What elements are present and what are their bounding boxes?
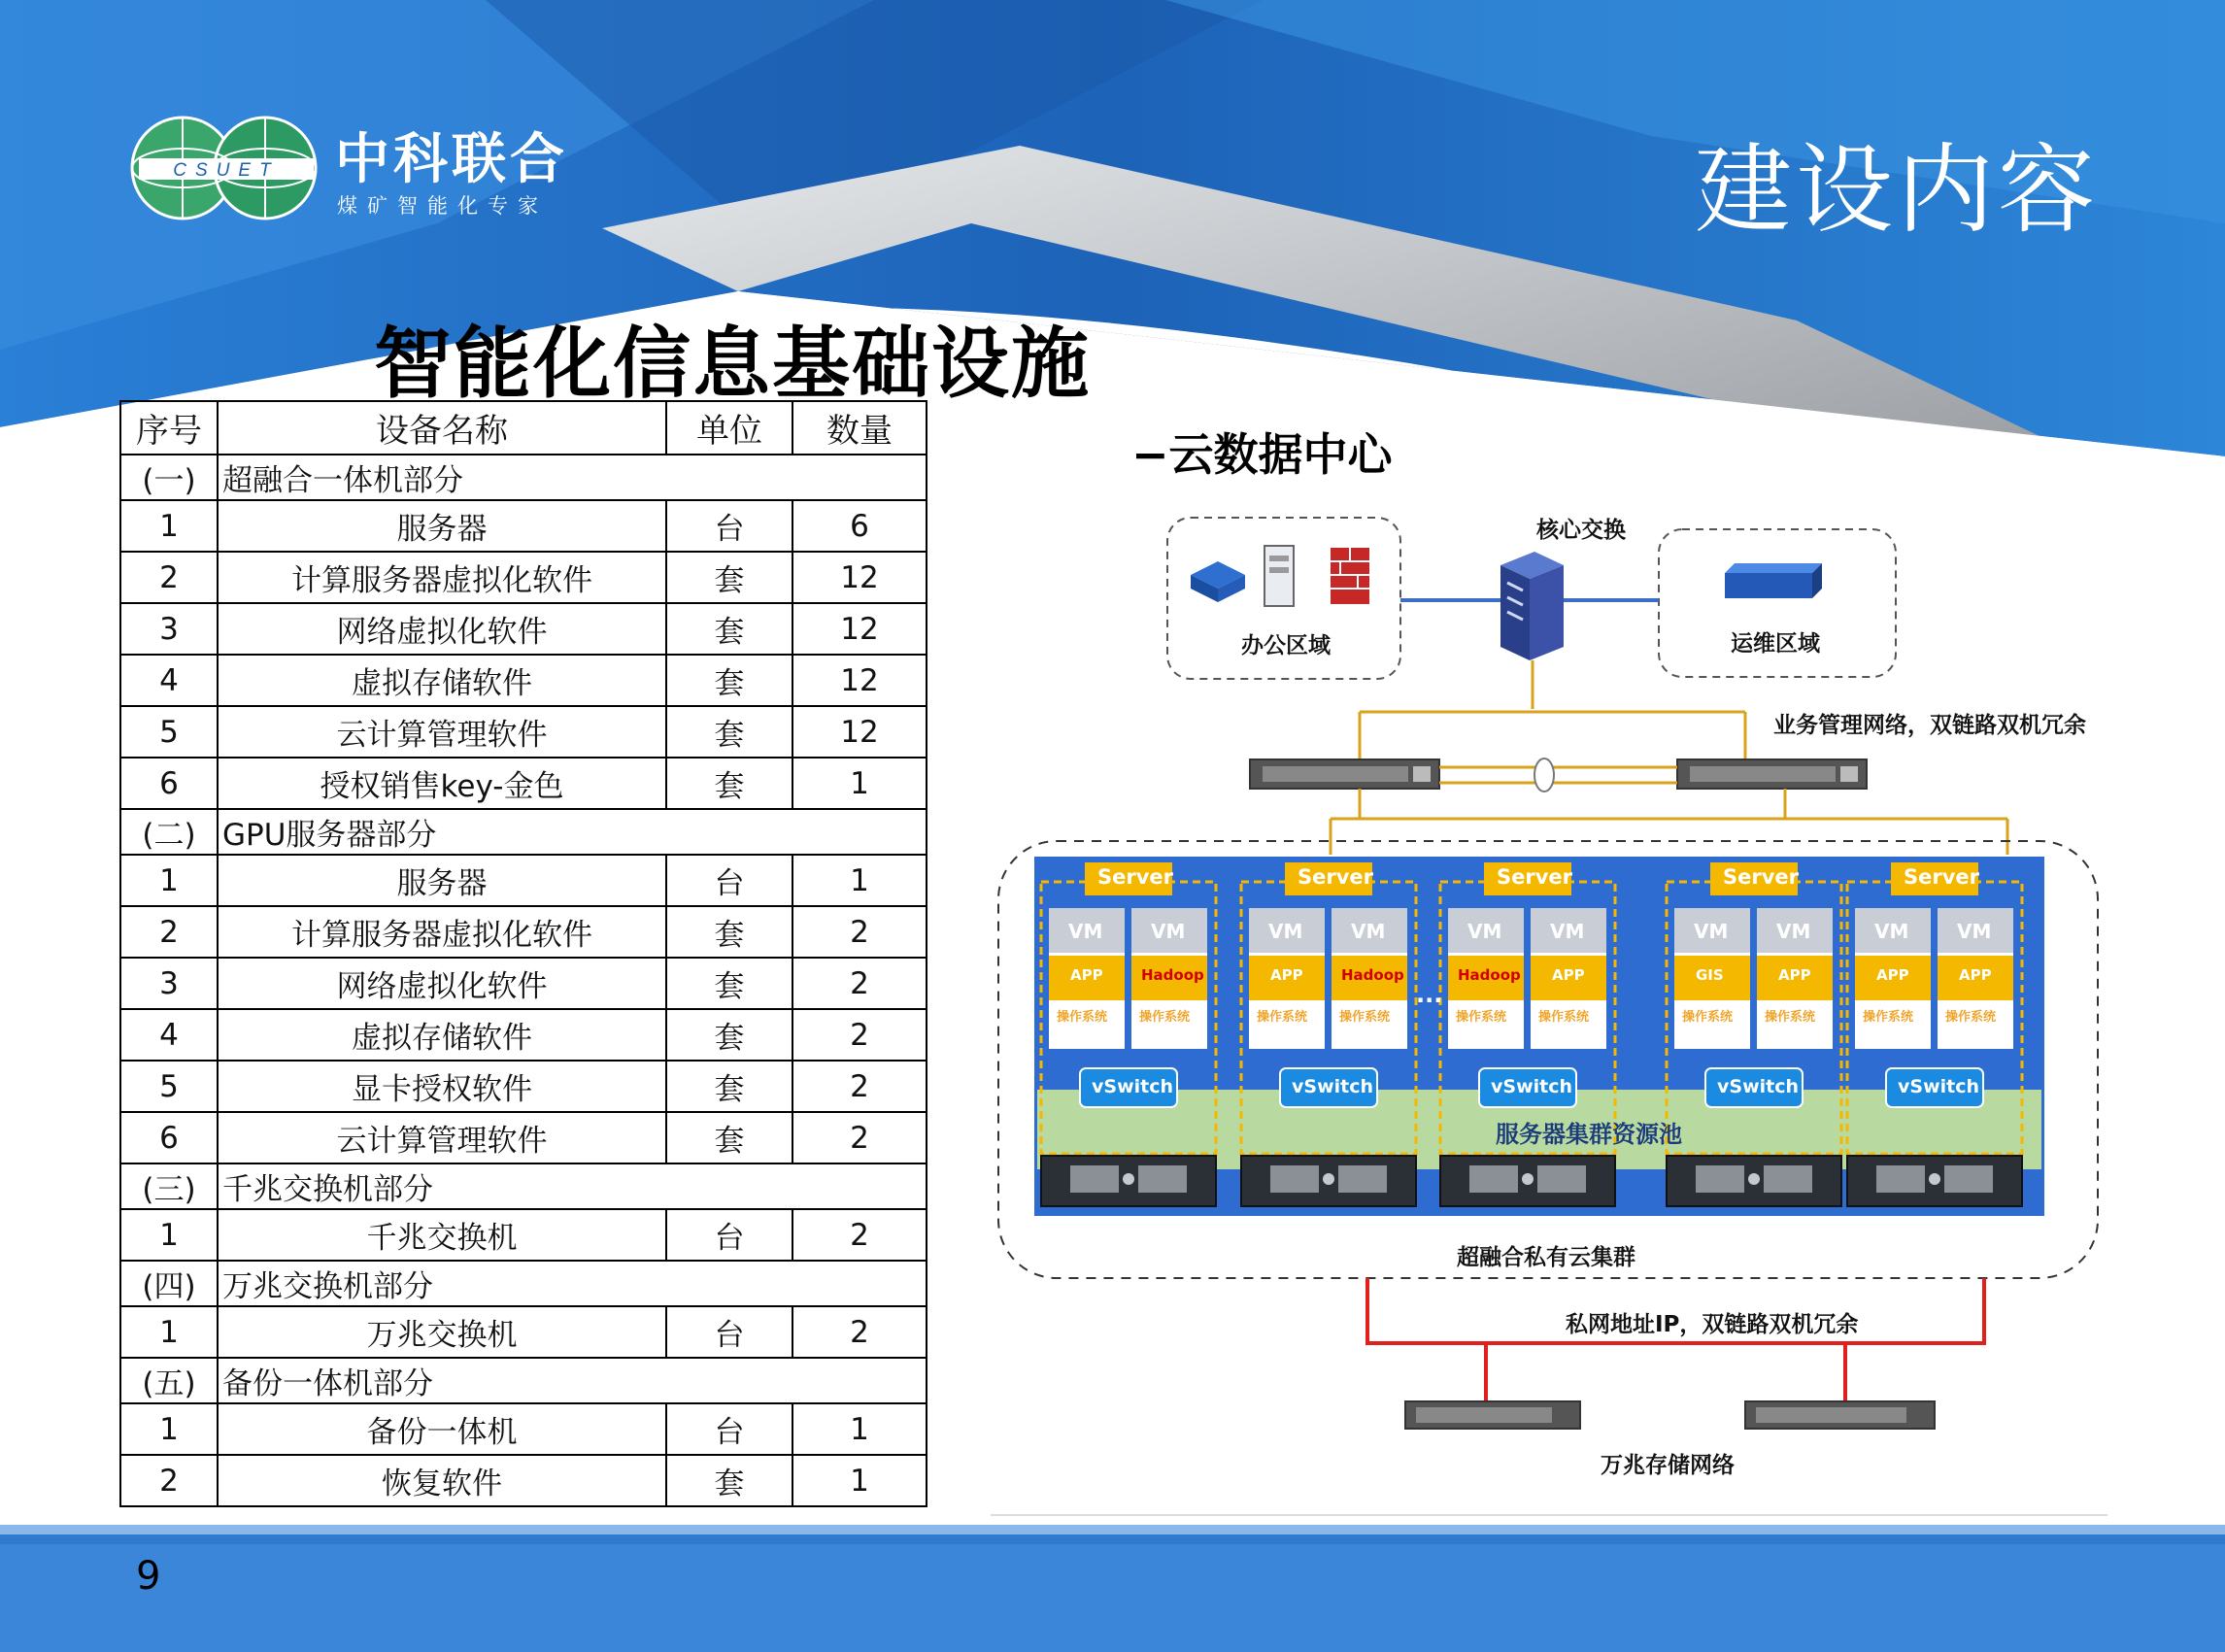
row-qty: 6 <box>792 500 927 552</box>
row-qty: 12 <box>792 655 927 706</box>
row-index: 4 <box>120 1009 218 1061</box>
row-index: 5 <box>120 706 218 758</box>
row-qty: 2 <box>792 1306 927 1358</box>
app-label: APP <box>1778 966 1811 984</box>
vm-label: VM <box>1268 920 1303 943</box>
vm-label: VM <box>1550 920 1585 943</box>
row-unit: 套 <box>666 958 792 1009</box>
header-title: 建设内容 <box>1695 133 2099 247</box>
row-index: 2 <box>120 1455 218 1506</box>
row-qty: 1 <box>792 1403 927 1455</box>
row-name: 授权销售key-金色 <box>218 758 666 809</box>
row-name: 云计算管理软件 <box>218 1112 666 1163</box>
private-ip-label: 私网地址IP，双链路双机冗余 <box>1566 1312 1859 1337</box>
row-index: 4 <box>120 655 218 706</box>
row-name: 服务器 <box>218 500 666 552</box>
drive-bay <box>1876 1165 1925 1193</box>
cluster-label: 超融合私有云集群 <box>1457 1245 1635 1270</box>
server-tower-icon <box>1264 546 1294 606</box>
os-label: 操作系统 <box>1139 1010 1191 1025</box>
biz-network-label: 业务管理网络，双链路双机冗余 <box>1773 713 2086 738</box>
section-id: (五) <box>120 1358 218 1403</box>
row-unit: 台 <box>666 1403 792 1455</box>
ops-zone-label: 运维区域 <box>1731 631 1820 657</box>
section-title: 千兆交换机部分 <box>218 1163 927 1209</box>
os-label: 操作系统 <box>1057 1010 1108 1025</box>
row-index: 3 <box>120 603 218 655</box>
row-index: 1 <box>120 1209 218 1261</box>
section-title: 超融合一体机部分 <box>218 455 927 500</box>
row-unit: 台 <box>666 855 792 906</box>
header-unit: 单位 <box>666 401 792 455</box>
power-button <box>1929 1173 1940 1185</box>
vswitch-label: vSwitch <box>1292 1076 1374 1097</box>
vm-label: VM <box>1351 920 1386 943</box>
vm-label: VM <box>1467 920 1502 943</box>
power-button <box>1123 1173 1134 1185</box>
row-qty: 2 <box>792 958 927 1009</box>
power-button <box>1522 1173 1534 1185</box>
row-qty: 1 <box>792 758 927 809</box>
section-title: GPU服务器部分 <box>218 809 927 855</box>
row-name: 恢复软件 <box>218 1455 666 1506</box>
app-label: GIS <box>1696 966 1724 984</box>
row-name: 计算服务器虚拟化软件 <box>218 552 666 603</box>
app-label: Hadoop <box>1458 966 1521 984</box>
row-index: 1 <box>120 500 218 552</box>
row-unit: 套 <box>666 1112 792 1163</box>
app-label: APP <box>1959 966 1992 984</box>
section-id: (四) <box>120 1261 218 1306</box>
server-label: Server <box>1097 865 1174 889</box>
resource-pool-label: 服务器集群资源池 <box>1496 1121 1682 1148</box>
drive-bay <box>1070 1165 1119 1193</box>
os-label: 操作系统 <box>1765 1010 1816 1025</box>
os-label: 操作系统 <box>1339 1010 1391 1025</box>
vswitch-label: vSwitch <box>1898 1076 1980 1097</box>
vm-label: VM <box>1151 920 1186 943</box>
row-index: 3 <box>120 958 218 1009</box>
row-name: 备份一体机 <box>218 1403 666 1455</box>
section-id: (二) <box>120 809 218 855</box>
diagram-subtitle: −云数据中心 <box>1131 428 1393 481</box>
vm-label: VM <box>1957 920 1992 943</box>
logo-slogan: 煤矿智能化专家 <box>337 194 548 218</box>
core-switch-label: 核心交换 <box>1536 518 1626 543</box>
row-unit: 套 <box>666 706 792 758</box>
ops-device-icon <box>1725 563 1822 598</box>
row-name: 计算服务器虚拟化软件 <box>218 906 666 958</box>
power-button <box>1748 1173 1760 1185</box>
section-id: (三) <box>120 1163 218 1209</box>
row-index: 6 <box>120 1112 218 1163</box>
row-unit: 套 <box>666 603 792 655</box>
row-unit: 台 <box>666 500 792 552</box>
header-name: 设备名称 <box>218 401 666 455</box>
row-index: 5 <box>120 1061 218 1112</box>
row-unit: 台 <box>666 1306 792 1358</box>
server-label: Server <box>1497 865 1573 889</box>
ellipsis-label: ... <box>1416 981 1443 1008</box>
header-index: 序号 <box>120 401 218 455</box>
logo-letters: CSUET <box>173 160 280 181</box>
row-qty: 1 <box>792 1455 927 1506</box>
router-icon <box>1191 561 1245 602</box>
app-label: Hadoop <box>1341 966 1404 984</box>
row-name: 网络虚拟化软件 <box>218 958 666 1009</box>
row-index: 2 <box>120 906 218 958</box>
app-label: APP <box>1270 966 1303 984</box>
row-name: 服务器 <box>218 855 666 906</box>
app-label: APP <box>1070 966 1103 984</box>
drive-bay <box>1270 1165 1319 1193</box>
core-switch-icon <box>1500 552 1564 660</box>
office-zone-label: 办公区域 <box>1241 633 1331 658</box>
row-qty: 12 <box>792 552 927 603</box>
row-index: 1 <box>120 855 218 906</box>
header-qty: 数量 <box>792 401 927 455</box>
os-label: 操作系统 <box>1456 1010 1507 1025</box>
firewall-icon <box>1331 548 1369 604</box>
power-button <box>1323 1173 1334 1185</box>
row-name: 显卡授权软件 <box>218 1061 666 1112</box>
row-qty: 12 <box>792 706 927 758</box>
row-unit: 套 <box>666 1455 792 1506</box>
section-id: (一) <box>120 455 218 500</box>
app-label: APP <box>1552 966 1585 984</box>
agg-switch-right <box>1677 759 1867 789</box>
drive-bay <box>1537 1165 1586 1193</box>
section-title: 万兆交换机部分 <box>218 1261 927 1306</box>
vm-label: VM <box>1694 920 1729 943</box>
vm-label: VM <box>1874 920 1909 943</box>
row-unit: 套 <box>666 655 792 706</box>
drive-bay <box>1944 1165 1993 1193</box>
server-label: Server <box>1904 865 1980 889</box>
row-unit: 台 <box>666 1209 792 1261</box>
row-name: 云计算管理软件 <box>218 706 666 758</box>
row-unit: 套 <box>666 1061 792 1112</box>
vm-label: VM <box>1068 920 1103 943</box>
page-number: 9 <box>136 1554 161 1599</box>
drive-bay <box>1764 1165 1812 1193</box>
row-unit: 套 <box>666 1009 792 1061</box>
drive-bay <box>1696 1165 1744 1193</box>
agg-switch-left <box>1250 759 1439 789</box>
row-qty: 2 <box>792 1112 927 1163</box>
vswitch-label: vSwitch <box>1092 1076 1174 1097</box>
row-qty: 1 <box>792 855 927 906</box>
row-index: 1 <box>120 1403 218 1455</box>
row-unit: 套 <box>666 906 792 958</box>
row-name: 网络虚拟化软件 <box>218 603 666 655</box>
row-index: 2 <box>120 552 218 603</box>
os-label: 操作系统 <box>1945 1010 1997 1025</box>
logo-company-name: 中科联合 <box>335 128 568 191</box>
app-label: APP <box>1876 966 1909 984</box>
row-index: 6 <box>120 758 218 809</box>
vswitch-label: vSwitch <box>1717 1076 1800 1097</box>
row-name: 虚拟存储软件 <box>218 655 666 706</box>
os-label: 操作系统 <box>1682 1010 1734 1025</box>
os-label: 操作系统 <box>1538 1010 1590 1025</box>
drive-bay <box>1338 1165 1387 1193</box>
os-label: 操作系统 <box>1863 1010 1914 1025</box>
drive-bay <box>1469 1165 1518 1193</box>
row-qty: 2 <box>792 906 927 958</box>
row-unit: 套 <box>666 758 792 809</box>
os-label: 操作系统 <box>1257 1010 1308 1025</box>
row-index: 1 <box>120 1306 218 1358</box>
drive-bay <box>1138 1165 1187 1193</box>
row-name: 千兆交换机 <box>218 1209 666 1261</box>
row-qty: 2 <box>792 1009 927 1061</box>
row-name: 虚拟存储软件 <box>218 1009 666 1061</box>
row-unit: 套 <box>666 552 792 603</box>
row-qty: 2 <box>792 1209 927 1261</box>
vm-label: VM <box>1776 920 1811 943</box>
storage-switch-right <box>1745 1401 1935 1429</box>
row-qty: 2 <box>792 1061 927 1112</box>
row-qty: 12 <box>792 603 927 655</box>
page-title: 智能化信息基础设施 <box>374 319 1091 409</box>
server-label: Server <box>1723 865 1800 889</box>
section-title: 备份一体机部分 <box>218 1358 927 1403</box>
storage-network-label: 万兆存储网络 <box>1601 1453 1735 1478</box>
app-label: Hadoop <box>1141 966 1204 984</box>
vswitch-label: vSwitch <box>1491 1076 1573 1097</box>
storage-switch-left <box>1405 1401 1580 1429</box>
server-label: Server <box>1298 865 1374 889</box>
row-name: 万兆交换机 <box>218 1306 666 1358</box>
